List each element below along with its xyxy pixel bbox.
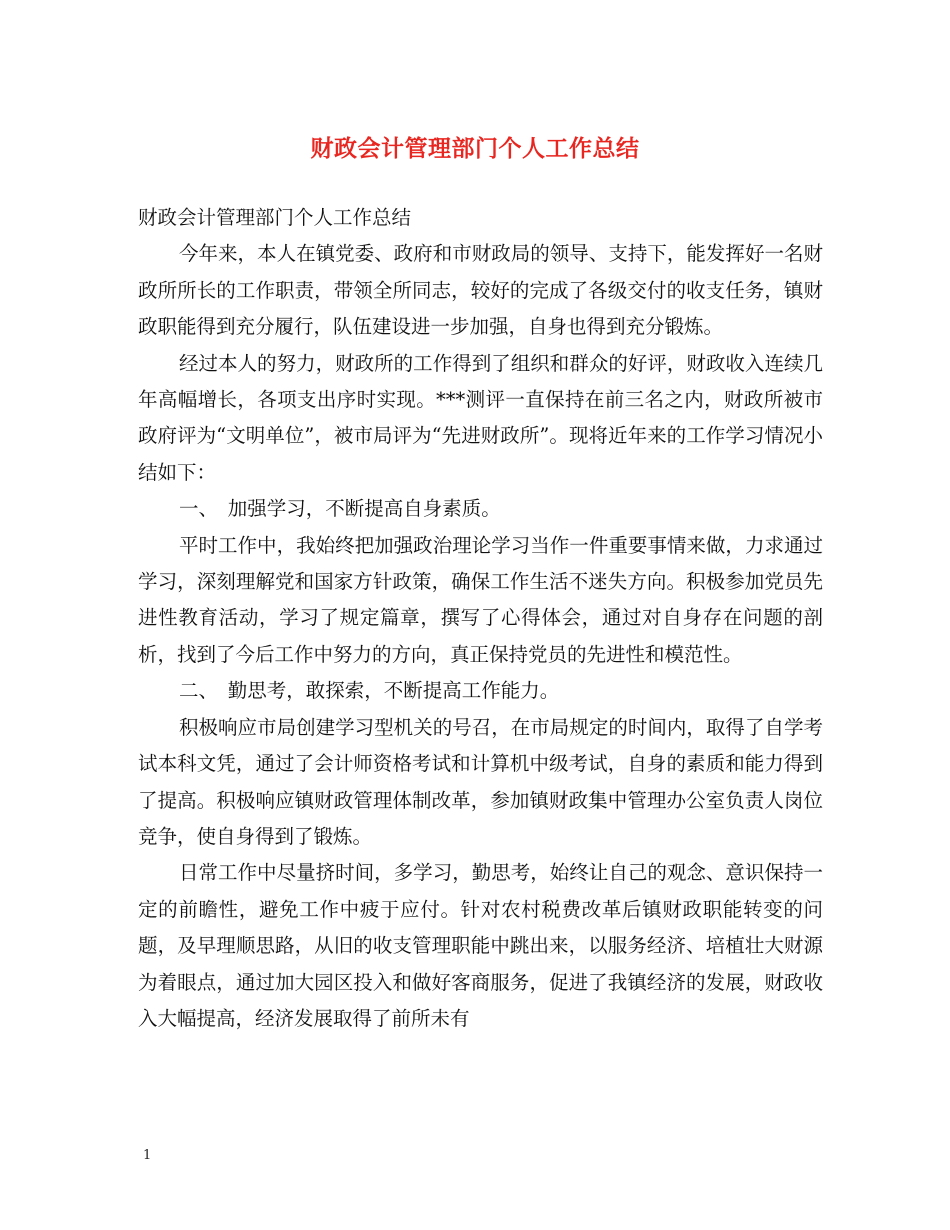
body-paragraph: 积极响应市局创建学习型机关的号召，在市局规定的时间内，取得了自学考试本科文凭，通过了会计师资格考试和计算机中级考试，自身的素质和能力得到了提高。积极响应镇财政管理体制改革，参加镇财政集中管理办公室负责人岗位竞争，使自身得到了锻炼。 (138, 715, 823, 848)
body-paragraph: 财政会计管理部门个人工作总结 (138, 206, 412, 229)
page-number: 1 (143, 1148, 152, 1163)
body-paragraph: 平时工作中，我始终把加强政治理论学习当作一件重要事情来做，力求通过学习，深刻理解党和国家方针政策，确保工作生活不迷失方向。积极参加党员先进性教育活动，学习了规定篇章，撰写了心得体会，通过对自身存在问题的剖析，找到了今后工作中努力的方向，真正保持党员的先进性和模范性。 (138, 533, 823, 666)
section-heading: 二、 勤思考，敢探索，不断提高工作能力。 (179, 679, 560, 703)
document-title: 财政会计管理部门个人工作总结 (310, 135, 640, 162)
document-body (138, 200, 823, 1037)
section-heading: 一、 加强学习，不断提高自身素质。 (179, 497, 501, 521)
body-paragraph: 日常工作中尽量挤时间，多学习，勤思考，始终让自己的观念、意识保持一定的前瞻性，避免工作中疲于应付。针对农村税费改革后镇财政职能转变的问题，及早理顺思路，从旧的收支管理职能中跳出来，以服务经济、培植壮大财源为着眼点，通过加大园区投入和做好客商服务，促进了我镇经济的发展，财政收入大幅提高，经济发展取得了前所未有 (138, 861, 823, 1030)
body-paragraph: 今年来，本人在镇党委、政府和市财政局的领导、支持下，能发挥好一名财政所所长的工作职责，带领全所同志，较好的完成了各级交付的收支任务，镇财政职能得到充分履行，队伍建设进一步加强，自身也得到充分锻炼。 (138, 242, 823, 339)
body-paragraph: 经过本人的努力，财政所的工作得到了组织和群众的好评，财政收入连续几年高幅增长，各项支出序时实现。***测评一直保持在前三名之内，财政所被市政府评为“文明单位”，被市局评为“先进财政所”。现将近年来的工作学习情况小结如下： (138, 351, 823, 484)
